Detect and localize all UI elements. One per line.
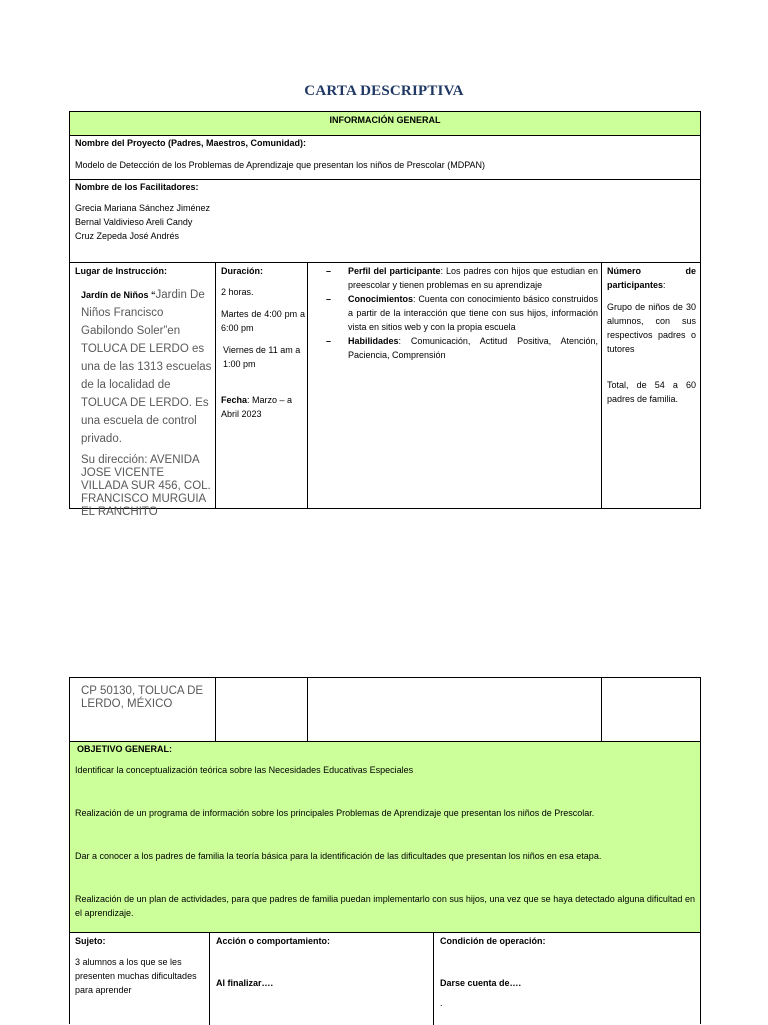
project-cell [75,136,695,172]
profile-item: – Perfil del participante: Los padres con hijos que estudian en preescolar y tienen problemas en su aprendizaje [326,264,598,292]
facilitator-name: Bernal Valdivieso Areli Candy [75,217,193,227]
duration-label: Duración: [221,266,264,276]
participants-label: Número de [607,266,696,276]
objective-label: OBJETIVO GENERAL: [77,744,173,754]
condition-value: Darse cuenta de…. [440,978,522,988]
subject-label: Sujeto: [75,936,106,946]
condition-cell [440,934,695,1010]
facilitator-name: Grecia Mariana Sánchez Jiménez [75,203,211,213]
subject-value: 3 alumnos a los que se les presenten muchas dificultades para aprender [75,957,197,995]
place-label: Lugar de Instrucción: [75,266,168,276]
objective-item: Realización de un plan de actividades, para que padres de familia puedan implementarlo con sus hijos, una vez que se haya detectado alguna dificultad en el aprendizaje. [75,894,695,918]
objective-item: Identificar la conceptualización teórica sobre las Necesidades Educativas Especiales [75,765,414,775]
date-label: Fecha [221,395,248,405]
facilitator-name: Cruz Zepeda José Andrés [75,231,180,241]
duration-tuesday: Martes de 4:00 pm a 6:00 pm [221,309,305,333]
condition-label: Condición de operación: [440,936,546,946]
skills-item: – Habilidades: Comunicación, Actitud Positiva, Atención, Paciencia, Comprensión [326,334,598,362]
info-header-label: INFORMACIÓN GENERAL [329,115,441,125]
facilitators-label: Nombre de los Facilitadores: [75,182,199,192]
participants-total: Total, de 54 a 60 padres de familia. [607,380,696,404]
continuation-table [69,677,701,1024]
place-text: Jardin De Niños Francisco Gabilondo Soler”en TOLUCA DE LERDO es una de las 1313 escuelas de la localidad de TOLUCA DE LERDO. Es una escuela de control privado. [81,289,212,445]
duration-hours: 2 horas. [221,287,254,297]
condition-dot: . [440,998,443,1008]
action-cell [216,934,428,990]
objective-item: Dar a conocer a los padres de familia la teoría básica para la identificación de las dificultades que presentan los niños en esa etapa. [75,851,602,861]
participants-group: Grupo de niños de 30 alumnos, con sus respectivos padres o tutores [607,302,696,354]
action-label: Acción o comportamiento: [216,936,331,946]
place-address-cont: CP 50130, TOLUCA DE LERDO, MÉXICO [81,685,204,710]
document-title: CARTA DESCRIPTIVA [304,83,464,99]
duration-cell [221,264,305,421]
duration-friday: Viernes de 11 am a 1:00 pm [223,345,301,369]
place-prefix: Jardín de Niños “ [81,290,156,300]
subject-cell [75,934,205,997]
info-header [70,112,700,136]
place-cell [75,264,213,519]
date-value: : Marzo – a Abril 2023 [221,395,293,419]
participants-cell: Número de participantes: Grupo de niños de 30 alumnos, con sus respectivos padres o tutores Total, de 54 a 60 padres de familia. [607,266,696,404]
profile-cell [326,264,598,362]
objective-item: Realización de un programa de información sobre los principales Problemas de Aprendizaje que presentan los niños de Prescolar. [75,808,595,818]
knowledge-item: – Conocimientos: Cuenta con conocimiento básico construidos a partir de la interacción que tiene con sus hijos, información vista en sitios web y con la propia escuela [326,292,598,334]
general-info-table [69,111,701,518]
facilitators-cell [75,180,695,243]
action-value: Al finalizar…. [216,978,274,988]
objective-section [70,742,700,932]
project-value: Modelo de Detección de los Problemas de Aprendizaje que presentan los niños de Prescolar (MDPAN) [75,160,486,170]
place-address: Su dirección: AVENIDA JOSE VICENTE VILLADA SUR 456, COL. FRANCISCO MURGUIA EL RANCHITO [81,454,211,518]
project-label: Nombre del Proyecto (Padres, Maestros, Comunidad): [75,138,307,148]
date [221,393,305,421]
place-description [81,285,213,447]
